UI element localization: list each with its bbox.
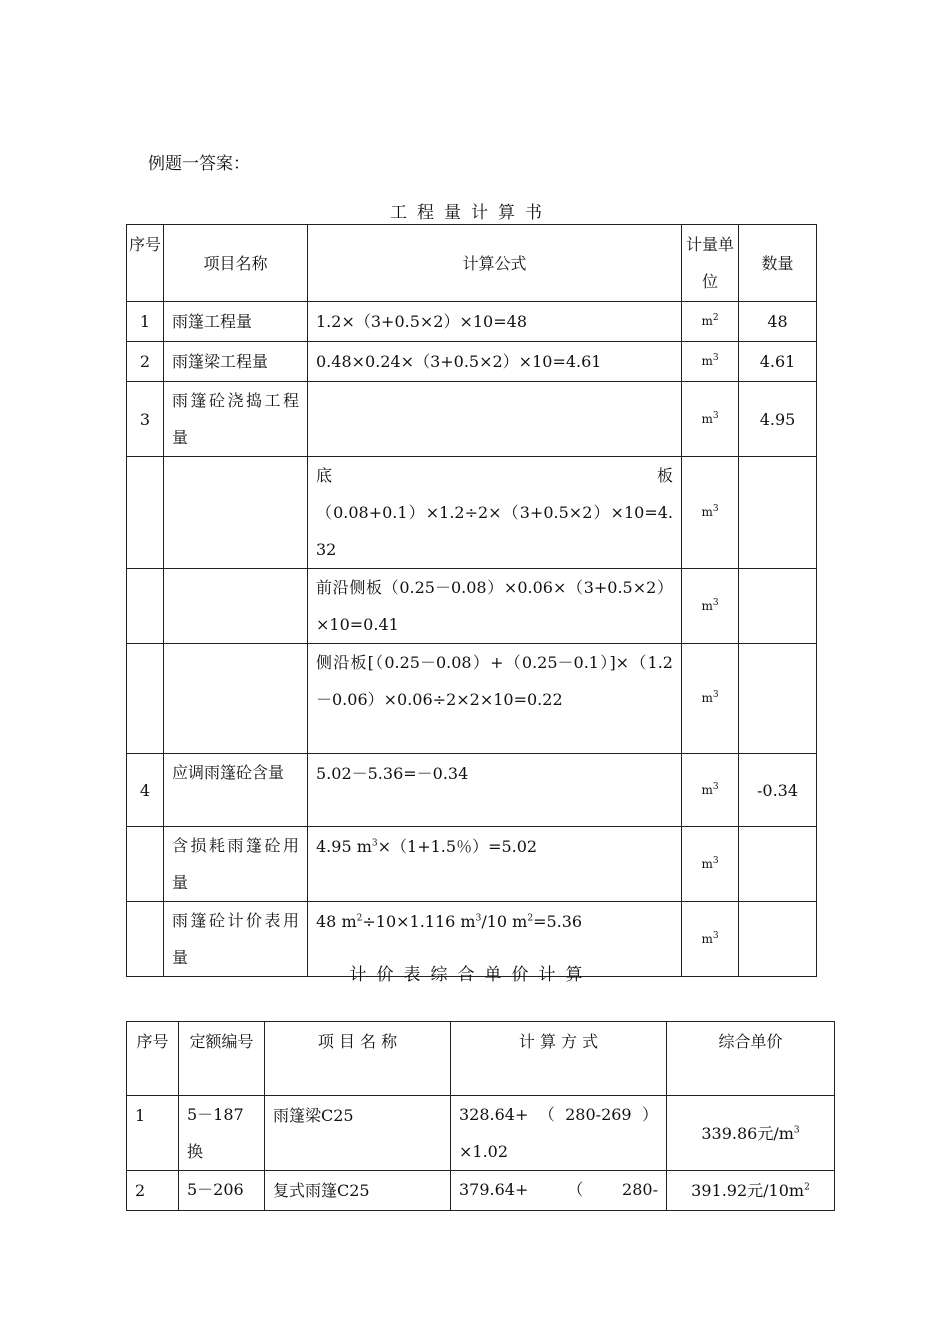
table-row	[127, 644, 817, 754]
row-name: 含损耗雨篷砼用量	[164, 827, 308, 902]
row-unit: $m^3$	[682, 342, 739, 382]
row-unit: $m^3$	[682, 382, 739, 457]
header-price: 综合单价	[667, 1022, 835, 1096]
table-row	[127, 754, 817, 827]
header-seq: 序号	[127, 1022, 179, 1096]
unit-price-table	[126, 1021, 835, 1211]
header-code: 定额编号	[179, 1022, 265, 1096]
table-row	[127, 382, 817, 457]
row-name: 雨篷砼浇捣工程量	[164, 382, 308, 457]
row-qty: 48	[739, 302, 817, 342]
row-seq	[127, 644, 164, 754]
row-unit: $m^3$	[682, 827, 739, 902]
row-formula: 0.48×0.24×（3+0.5×2）×10=4.61	[308, 342, 682, 382]
row-seq: 1	[127, 1096, 179, 1171]
row-seq	[127, 827, 164, 902]
row-formula: 5.02－5.36=－0.34	[308, 754, 682, 827]
header-seq: 序号	[127, 225, 164, 302]
row-name: 复式雨篷C25	[265, 1171, 451, 1211]
table1-title: 工程量计算书	[390, 203, 552, 223]
row-unit: $m^3$	[682, 457, 739, 569]
row-qty: 4.61	[739, 342, 817, 382]
row-name	[164, 457, 308, 569]
row-code: 5－206	[179, 1171, 265, 1211]
row-seq: 2	[127, 342, 164, 382]
row-seq: 3	[127, 382, 164, 457]
row-name: 雨篷梁C25	[265, 1096, 451, 1171]
row-qty: -0.34	[739, 754, 817, 827]
table-header-row	[127, 225, 817, 302]
row-method: 379.64+（280-	[451, 1171, 667, 1211]
row-seq: 2	[127, 1171, 179, 1211]
table-row	[127, 1171, 835, 1211]
row-formula: 1.2×（3+0.5×2）×10=48	[308, 302, 682, 342]
table2-title: 计价表综合单价计算	[349, 965, 593, 985]
row-name: 雨篷梁工程量	[164, 342, 308, 382]
row-seq	[127, 569, 164, 644]
header-name: 项目名称	[164, 225, 308, 302]
formula-label: 底板	[316, 466, 673, 485]
row-qty: 4.95	[739, 382, 817, 457]
header-method: 计 算 方 式	[451, 1022, 667, 1096]
table-row	[127, 827, 817, 902]
row-name: 雨篷工程量	[164, 302, 308, 342]
formula-text: （0.08+0.1）×1.2÷2×（3+0.5×2）×10=4.32	[316, 503, 673, 559]
row-qty	[739, 644, 817, 754]
row-unit: $m^3$	[682, 644, 739, 754]
quantity-table	[126, 224, 817, 977]
table-header-row	[127, 1022, 835, 1096]
table-row	[127, 1096, 835, 1171]
row-method: 328.64+（280-269）×1.02	[451, 1096, 667, 1171]
heading: 例题一答案：	[148, 154, 250, 174]
row-unit: $m^3$	[682, 902, 739, 977]
row-formula: 4.95 $m^3\times(1+1.5$％）=5.02	[308, 827, 682, 902]
row-unit: $m^3$	[682, 569, 739, 644]
row-price: 339.86元$/m^3$	[667, 1096, 835, 1171]
row-formula	[308, 382, 682, 457]
row-name	[164, 569, 308, 644]
row-formula: 前沿侧板（0.25－0.08）×0.06×（3+0.5×2）×10=0.41	[308, 569, 682, 644]
row-qty	[739, 569, 817, 644]
table-row	[127, 457, 817, 569]
row-name	[164, 644, 308, 754]
row-seq	[127, 457, 164, 569]
row-unit: $m^3$	[682, 754, 739, 827]
row-price: 391.92元$/10m^2$	[667, 1171, 835, 1211]
row-seq: 4	[127, 754, 164, 827]
row-qty	[739, 457, 817, 569]
header-formula: 计算公式	[308, 225, 682, 302]
row-seq: 1	[127, 302, 164, 342]
header-name: 项 目 名 称	[265, 1022, 451, 1096]
table-row	[127, 342, 817, 382]
header-unit: 计量单位	[682, 225, 739, 302]
table-row	[127, 302, 817, 342]
row-unit: $m^2$	[682, 302, 739, 342]
row-code: 5－187换	[179, 1096, 265, 1171]
row-formula	[308, 457, 682, 569]
row-formula: 侧沿板[（0.25－0.08）+（0.25－0.1）]×（1.2－0.06）×0.06÷2×2×10=0.22	[308, 644, 682, 754]
row-qty	[739, 827, 817, 902]
row-name: 雨篷砼计价表用量	[164, 902, 308, 977]
row-name: 应调雨篷砼含量	[164, 754, 308, 827]
row-formula: 48 $m^2\div 10\times 1.116$ $m^3/10$ $m^2=5.36$	[308, 902, 682, 977]
table-row	[127, 569, 817, 644]
header-qty: 数量	[739, 225, 817, 302]
